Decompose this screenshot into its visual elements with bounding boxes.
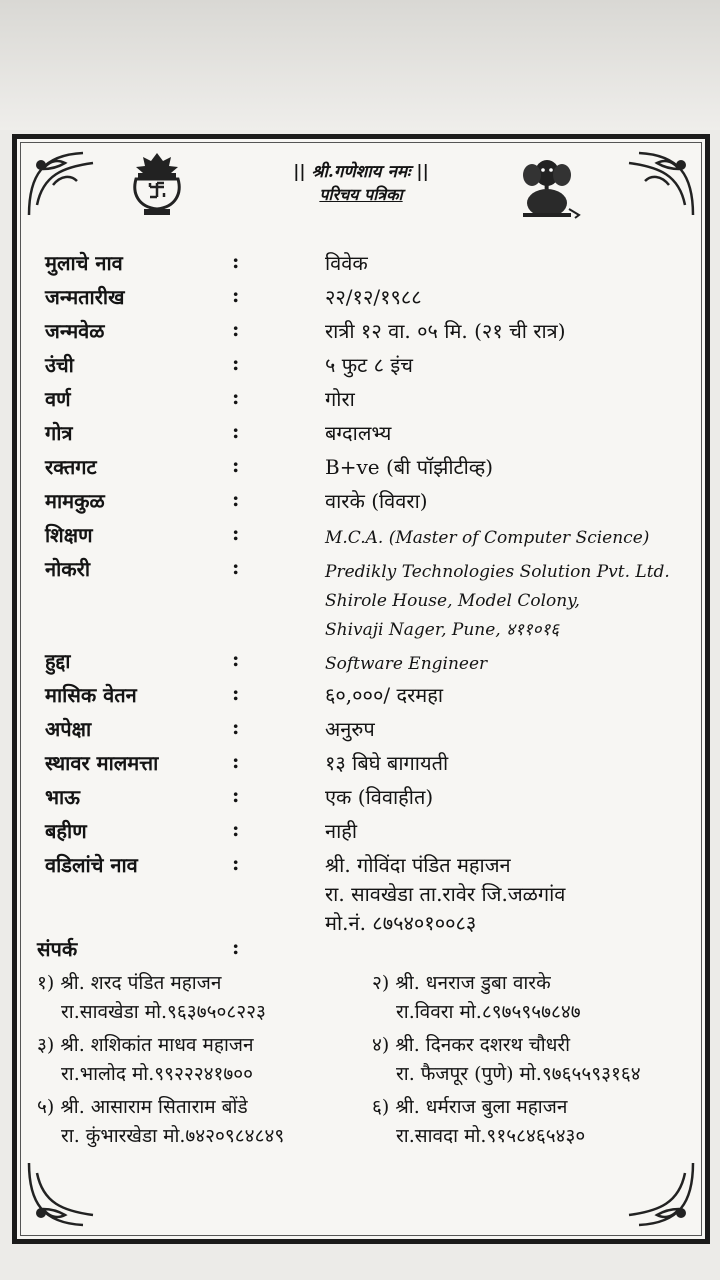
field-colon: : [232, 749, 240, 773]
contact-detail: रा.सावदा मो.९१५८४६५४३० [396, 1125, 586, 1147]
contact-detail: रा. फैजपूर (पुणे) मो.९७६५५९३१६४ [396, 1063, 641, 1085]
corner-ornament-bottom-left-icon [23, 1153, 103, 1233]
contact-name: ५) श्री. आसाराम सिताराम बोंडे [37, 1096, 248, 1118]
field-value: अनुरुप [325, 717, 375, 741]
field-value: रात्री १२ वा. ०५ मि. (२१ ची रात्र) [325, 319, 566, 343]
field-value: Software Engineer [325, 654, 488, 674]
field-colon: : [232, 783, 240, 807]
contact-name: २) श्री. धनराज डुबा वारके [372, 972, 551, 994]
field-label: मामकुळ [45, 489, 105, 513]
field-value: एक (विवाहीत) [325, 785, 434, 809]
field-colon: : [232, 851, 240, 875]
field-label: भाऊ [45, 785, 80, 809]
corner-ornament-bottom-right-icon [619, 1153, 699, 1233]
field-label: मासिक वेतन [45, 683, 137, 707]
field-colon: : [232, 419, 240, 443]
field-label: अपेक्षा [45, 717, 92, 741]
field-value: नाही [325, 819, 358, 843]
field-colon: : [232, 555, 240, 579]
biodata-sheet [12, 134, 710, 1244]
field-label: जन्मवेळ [45, 319, 105, 343]
field-value: गोरा [325, 387, 355, 411]
contact-item [37, 969, 367, 1027]
field-colon: : [232, 817, 240, 841]
contact-detail: रा.विवरा मो.८९७५९५७८४७ [396, 1001, 581, 1023]
background-top [0, 0, 720, 130]
field-label: उंची [45, 353, 74, 377]
contact-detail: रा.भालोद मो.९९२२२४१७०० [61, 1063, 254, 1085]
field-label: रक्तगट [45, 455, 97, 479]
contact-detail: रा.सावखेडा मो.९६३७५०८२२३ [61, 1001, 266, 1023]
field-colon: : [232, 715, 240, 739]
contact-name: ३) श्री. शशिकांत माधव महाजन [37, 1034, 254, 1056]
contact-item [37, 1031, 367, 1089]
field-label: मुलाचे नाव [45, 251, 123, 275]
contact-item [372, 1093, 702, 1151]
field-label: हुद्दा [45, 649, 71, 673]
header [17, 159, 705, 205]
field-label: बहीण [45, 819, 87, 843]
contact-label: संपर्क [37, 937, 78, 961]
field-label: जन्मतारीख [45, 285, 125, 309]
field-colon: : [232, 487, 240, 511]
contact-name: १) श्री. शरद पंडित महाजन [37, 972, 222, 994]
contact-item [372, 969, 702, 1027]
field-colon: : [232, 681, 240, 705]
field-colon: : [232, 647, 240, 671]
field-value: १३ बिघे बागायती [325, 751, 449, 775]
field-value: श्री. गोविंदा पंडित महाजन रा. सावखेडा ता.रावेर जि.जळगांव मो.नं. ८७५४०१००८३ [325, 853, 566, 935]
contact-detail: रा. कुंभारखेडा मो.७४२०९८४८४९ [61, 1125, 285, 1147]
field-value: M.C.A. (Master of Computer Science) [325, 528, 650, 548]
field-value: विवेक [325, 251, 368, 275]
field-value: ५ फुट ८ इंच [325, 353, 413, 377]
field-label: गोत्र [45, 421, 73, 445]
field-colon: : [232, 385, 240, 409]
contact-name: ४) श्री. दिनकर दशरथ चौधरी [372, 1034, 571, 1056]
field-value: वारके (विवरा) [325, 489, 428, 513]
field-value: २२/१२/१९८८ [325, 285, 422, 309]
field-value: बग्दालभ्य [325, 421, 392, 445]
field-value: ६०,०००/ दरमहा [325, 683, 444, 707]
field-colon: : [232, 249, 240, 273]
field-label: स्थावर मालमत्ता [45, 751, 159, 775]
field-label: वडिलांचे नाव [45, 853, 138, 877]
contact-item [372, 1031, 702, 1089]
field-label: नोकरी [45, 557, 90, 581]
field-value: Predikly Technologies Solution Pvt. Ltd. Shirole House, Model Colony, Shivaji Nager, Pune, ४११०१६ [325, 562, 670, 640]
field-colon: : [232, 453, 240, 477]
contact-name: ६) श्री. धर्मराज बुला महाजन [372, 1096, 568, 1118]
document-title: परिचय पत्रिका [319, 185, 403, 204]
field-colon: : [232, 351, 240, 375]
contact-item [37, 1093, 367, 1151]
field-label: शिक्षण [45, 523, 93, 547]
field-colon: : [232, 935, 240, 959]
field-colon: : [232, 317, 240, 341]
field-label: वर्ण [45, 387, 71, 411]
field-colon: : [232, 283, 240, 307]
blessing-text: || श्री.गणेशाय नमः || [293, 162, 429, 182]
field-colon: : [232, 521, 240, 545]
field-value: B+ve (बी पॉझीटीव्ह) [325, 455, 494, 479]
